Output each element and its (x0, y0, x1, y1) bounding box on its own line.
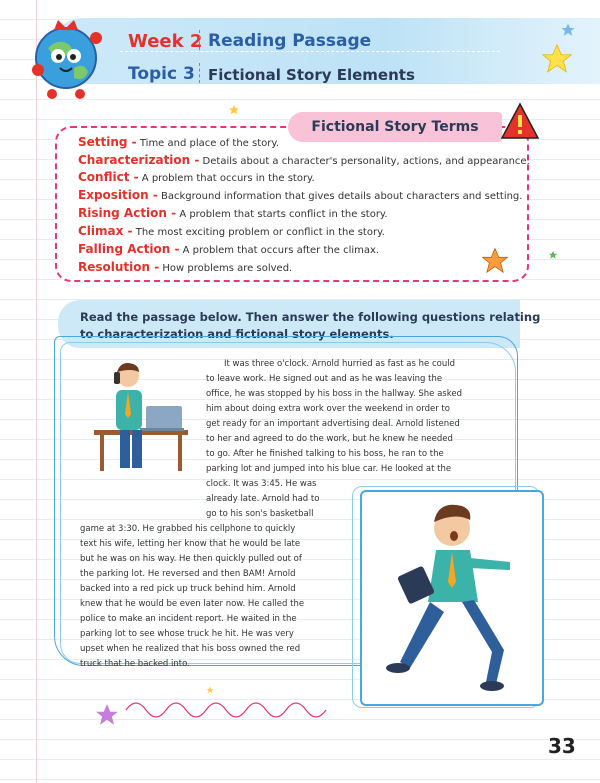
term-rising-action: Rising Action - A problem that starts conflict in the story. (78, 206, 388, 220)
passage-line: parking lot and jumped into his blue car. He looked at the (206, 464, 452, 474)
star-icon (540, 42, 574, 76)
term-falling-action: Falling Action - A problem that occurs after the climax. (78, 242, 380, 256)
passage-line: office, he was stopped by his boss in the hallway. She asked (206, 389, 462, 399)
passage-line: backed into a red pick up truck behind him. Arnold (80, 584, 296, 594)
passage-line: upset when he realized that his boss owned the red (80, 644, 301, 654)
term-resolution: Resolution - How problems are solved. (78, 260, 293, 274)
star-icon (228, 104, 240, 116)
instructions-line-2: to characterization and fictional story elements. (80, 327, 394, 341)
instructions-line-1: Read the passage below. Then answer the following questions relating (80, 310, 541, 324)
section-title: Reading Passage (208, 31, 372, 51)
globe-mascot-icon (18, 8, 114, 104)
running-man-frame (360, 490, 544, 706)
passage-line: game at 3:30. He grabbed his cellphone to quickly (80, 524, 296, 534)
passage-line: truck that he backed into. (80, 659, 190, 669)
star-icon (548, 250, 558, 260)
terms-heading: Fictional Story Terms (288, 112, 502, 142)
passage-line: text his wife, letting her know that he would be late (80, 539, 301, 549)
star-icon (480, 246, 510, 276)
star-icon (206, 686, 214, 694)
star-icon (560, 22, 576, 38)
passage-line: to go. After he finished talking to his boss, he ran to the (206, 449, 444, 459)
passage-line: It was three o'clock. Arnold hurried as fast as he could (224, 359, 455, 369)
passage-line: go to his son's basketball (206, 509, 314, 519)
passage-line: parking lot to see whose truck he hit. He was very (80, 629, 294, 639)
term-climax: Climax - The most exciting problem or conflict in the story. (78, 224, 385, 238)
passage-line: to her and agreed to do the work, but he knew he needed (206, 434, 453, 444)
header-separator (199, 30, 200, 50)
passage-line: clock. It was 3:45. He was (206, 479, 317, 489)
term-exposition: Exposition - Background information that gives details about characters and setting. (78, 188, 523, 202)
passage-line: get ready for an important advertising deal. Arnold listened (206, 419, 460, 429)
passage-line: the parking lot. He reversed and then BAM! Arnold (80, 569, 296, 579)
topic-label: Topic 3 (128, 64, 195, 84)
warning-icon (498, 100, 542, 144)
term-setting: Setting - Time and place of the story. (78, 135, 280, 149)
passage-line: him about doing extra work over the weekend in order to (206, 404, 450, 414)
star-icon (94, 702, 120, 728)
passage-line: knew that he would be even later now. He called the (80, 599, 305, 609)
topic-title: Fictional Story Elements (208, 66, 415, 84)
week-label: Week 2 (128, 31, 203, 52)
passage-line: but he was on his way. He then quickly pulled out of (80, 554, 302, 564)
running-man-illustration (362, 492, 538, 700)
term-conflict: Conflict - A problem that occurs in the story. (78, 170, 315, 184)
header-separator-2 (199, 63, 200, 83)
notebook-margin-line (36, 0, 37, 783)
passage-line: already late. Arnold had to (206, 494, 320, 504)
man-on-phone-at-desk-illustration (86, 354, 196, 474)
term-characterization: Characterization - Details about a character's personality, actions, and appearance. (78, 153, 530, 167)
scribble-decoration (96, 690, 416, 730)
terms-panel (55, 126, 529, 282)
passage-line: police to make an incident report. He waited in the (80, 614, 297, 624)
page-number: 33 (548, 734, 576, 758)
passage-line: to leave work. He signed out and as he was leaving the (206, 374, 443, 384)
